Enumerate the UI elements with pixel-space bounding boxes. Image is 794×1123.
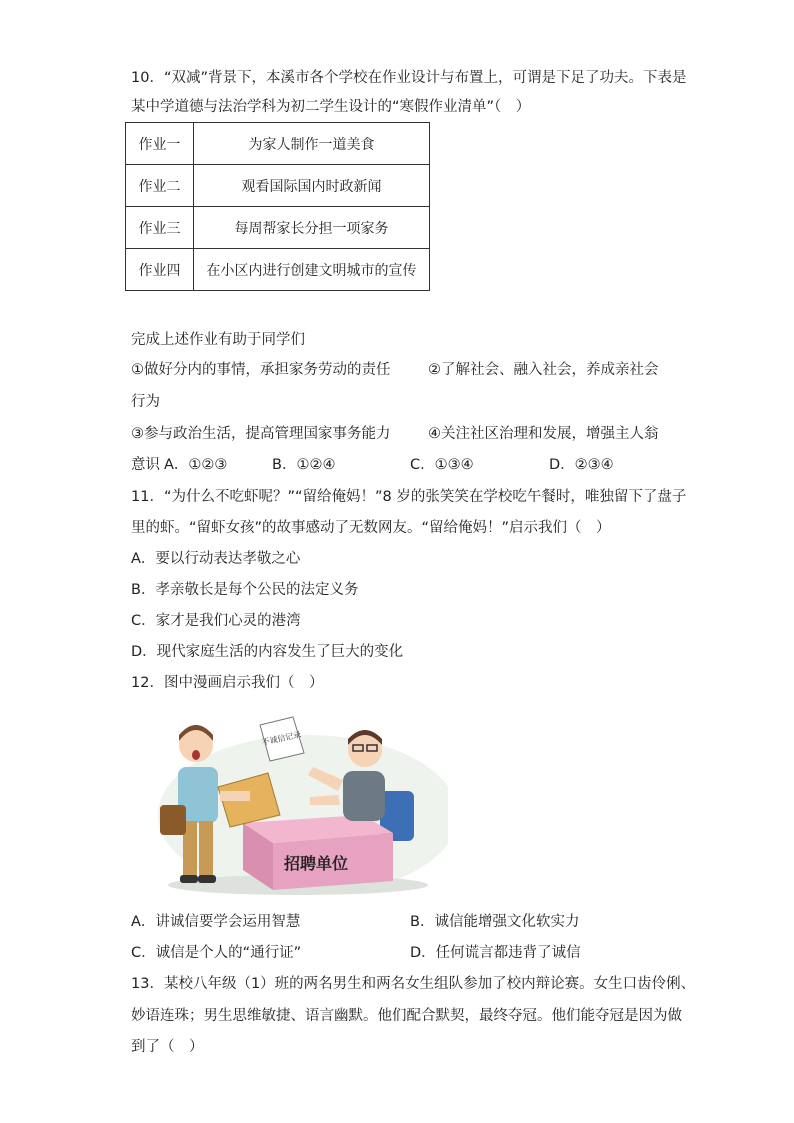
q12-stem: 12．图中漫画启示我们（ ） bbox=[131, 675, 324, 691]
q10-option-a[interactable]: A．①②③ bbox=[164, 457, 228, 473]
table-cell: 观看国际国内时政新闻 bbox=[194, 165, 430, 207]
table-cell: 为家人制作一道美食 bbox=[194, 123, 430, 165]
table-cell: 每周帮家长分担一项家务 bbox=[194, 207, 430, 249]
q10-line1: 10．“双减”背景下，本溪市各个学校在作业设计与布置上，可谓是下足了功夫。下表是 bbox=[131, 70, 687, 86]
cartoon-illustration bbox=[148, 705, 448, 895]
q11-option-d[interactable]: D．现代家庭生活的内容发生了巨大的变化 bbox=[131, 644, 404, 660]
q10-line2: 某中学道德与法治学科为初二学生设计的“寒假作业清单”（ ） bbox=[131, 99, 531, 115]
q12-option-c[interactable]: C．诚信是个人的“通行证” bbox=[131, 945, 302, 961]
table-row bbox=[126, 249, 430, 291]
q12-option-a[interactable]: A．讲诚信要学会运用智慧 bbox=[131, 914, 301, 930]
q11-line1: 11．“为什么不吃虾呢？”“留给俺妈！”8 岁的张笑笑在学校吃午餐时，唯独留下了盘子 bbox=[131, 489, 687, 505]
q10-item2: ②了解社会、融入社会，养成亲社会 bbox=[428, 362, 659, 378]
table-cell: 在小区内进行创建文明城市的宣传 bbox=[194, 249, 430, 291]
q13-line3: 到了（ ） bbox=[131, 1039, 204, 1055]
q12-option-d[interactable]: D．任何谎言都违背了诚信 bbox=[410, 945, 581, 961]
q11-line2: 里的虾。“留虾女孩”的故事感动了无数网友。“留给俺妈！”启示我们（ ） bbox=[131, 520, 611, 536]
q10-item4: ④关注社区治理和发展，增强主人翁 bbox=[428, 426, 659, 442]
q10-item1: ①做好分内的事情，承担家务劳动的责任 bbox=[131, 362, 391, 378]
q10-item4-cont: 意识 bbox=[131, 457, 160, 473]
q10-stem: 完成上述作业有助于同学们 bbox=[131, 332, 305, 348]
table-row bbox=[126, 123, 430, 165]
q11-option-b[interactable]: B．孝亲敬长是每个公民的法定义务 bbox=[131, 582, 359, 598]
q10-option-b[interactable]: B．①②④ bbox=[272, 457, 336, 473]
q10-item2-cont: 行为 bbox=[131, 394, 160, 410]
desk-sign-text: 招聘单位 bbox=[283, 854, 349, 873]
table-cell: 作业三 bbox=[126, 207, 194, 249]
q11-option-a[interactable]: A．要以行动表达孝敬之心 bbox=[131, 551, 301, 567]
q12-option-b[interactable]: B．诚信能增强文化软实力 bbox=[410, 914, 580, 930]
table-cell: 作业一 bbox=[126, 123, 194, 165]
homework-table bbox=[125, 122, 430, 291]
table-row bbox=[126, 207, 430, 249]
table-row bbox=[126, 165, 430, 207]
table-cell: 作业二 bbox=[126, 165, 194, 207]
q13-line1: 13．某校八年级（1）班的两名男生和两名女生组队参加了校内辩论赛。女生口齿伶俐、 bbox=[131, 976, 696, 992]
q11-option-c[interactable]: C．家才是我们心灵的港湾 bbox=[131, 613, 301, 629]
q10-option-d[interactable]: D．②③④ bbox=[549, 457, 614, 473]
paper-text: 不诚信记录 bbox=[260, 729, 302, 748]
q10-option-c[interactable]: C．①③④ bbox=[410, 457, 474, 473]
q10-item3: ③参与政治生活，提高管理国家事务能力 bbox=[131, 426, 391, 442]
q13-line2: 妙语连珠；男生思维敏捷、语言幽默。他们配合默契，最终夺冠。他们能夺冠是因为做 bbox=[131, 1008, 682, 1024]
table-cell: 作业四 bbox=[126, 249, 194, 291]
